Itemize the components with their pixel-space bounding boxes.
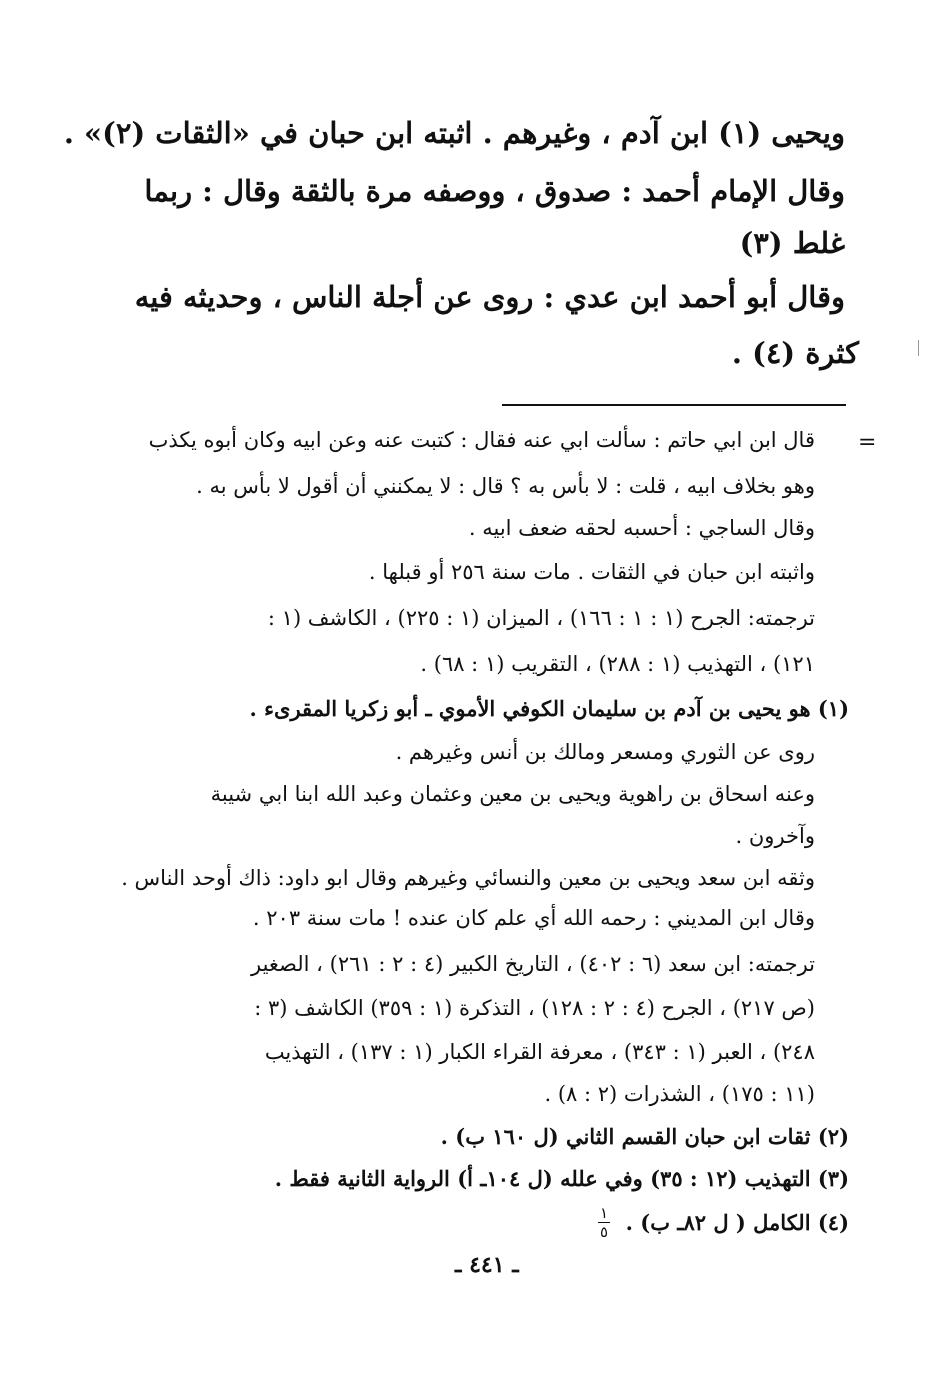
footnote-1-line-6: وقال ابن المديني : رحمه الله أي علم كان عنده ! مات سنة ٢٠٣ . [252,906,815,930]
main-text-line-2: وقال الإمام أحمد : صدوق ، ووصفه مرة بالثقة وقال : ربما [144,174,845,208]
main-text-line-4: وقال أبو أحمد ابن عدي : روى عن أجلة الناس ، وحديثه فيه [134,280,845,314]
footnote-4: (٤) الكامل ( ل ٨٢ـ ب) . [625,1210,849,1235]
fraction-denominator: ٥ [599,1223,609,1241]
footnote-1-line-4: وآخرون . [735,824,815,848]
margin-mark [918,340,919,356]
footnote-continuation-line-5: ترجمته: الجرح (١ : ١ : ١٦٦) ، الميزان (١ : ٢٢٥) ، الكاشف (١ : [267,606,815,630]
footnote-3: (٣) التهذيب (١٢ : ٣٥) وفي علله (ل ١٠٤ـ أ) الرواية الثانية فقط . [274,1166,849,1191]
footnote-separator [502,404,846,406]
fraction-numerator: ١ [599,1204,609,1222]
main-text-line-5: كثرة (٤) . [731,336,859,370]
footnote-1-line-9: ٢٤٨) ، العبر (١ : ٣٤٣) ، معرفة القراء الكبار (١ : ١٣٧) ، التهذيب [264,1040,815,1064]
footnote-1-line-5: وثقه ابن سعد ويحيى بن معين والنسائي وغيرهم وقال ابو داود: ذاك أوحد الناس . [121,866,815,890]
footnote-1-line-1: (١) هو يحيى بن آدم بن سليمان الكوفي الأموي ـ أبو زكريا المقرىء . [249,696,849,721]
footnote-continuation-line-4: واثبته ابن حبان في الثقات . مات سنة ٢٥٦ أو قبلها . [368,560,815,584]
footnote-continuation-line-2: وهو بخلاف ابيه ، قلت : لا بأس به ؟ قال : لا يمكنني أن أقول لا بأس به . [196,474,815,498]
footnote-4-fraction [598,1205,610,1240]
main-text-line-1: ويحيى (١) ابن آدم ، وغيرهم . اثبته ابن حبان في «الثقات (٢)» . [63,116,845,150]
continuation-mark: = [858,430,877,455]
footnote-continuation-line-3: وقال الساجي : أحسبه لحقه ضعف ابيه . [468,516,815,540]
footnote-continuation-line-6: ١٢١) ، التهذيب (١ : ٢٨٨) ، التقريب (١ : ٦٨) . [420,652,815,676]
footnote-1-line-3: وعنه اسحاق بن راهوية ويحيى بن معين وعثمان وعبد الله ابنا ابي شيبة [210,782,815,806]
footnote-1-line-8: (ص ٢١٧) ، الجرح (٤ : ٢ : ١٢٨) ، التذكرة (١ : ٣٥٩) الكاشف (٣ : [254,996,815,1020]
main-text-line-3: غلط (٣) [739,226,845,260]
footnote-1-line-7: ترجمته: ابن سعد (٦ : ٤٠٢) ، التاريخ الكبير (٤ : ٢ : ٢٦١) ، الصغير [251,952,815,976]
page-number: ـ ٤٤١ ـ [455,1252,519,1278]
footnote-continuation-line-1: قال ابن ابي حاتم : سألت ابي عنه فقال : كتبت عنه وعن ابيه وكان أبوه يكذب [148,428,815,452]
footnote-1-line-2: روى عن الثوري ومسعر ومالك بن أنس وغيرهم . [395,740,815,764]
footnote-1-line-10: (١١ : ١٧٥) ، الشذرات (٢ : ٨) . [544,1082,815,1106]
footnote-2: (٢) ثقات ابن حبان القسم الثاني (ل ١٦٠ ب) . [440,1124,849,1149]
